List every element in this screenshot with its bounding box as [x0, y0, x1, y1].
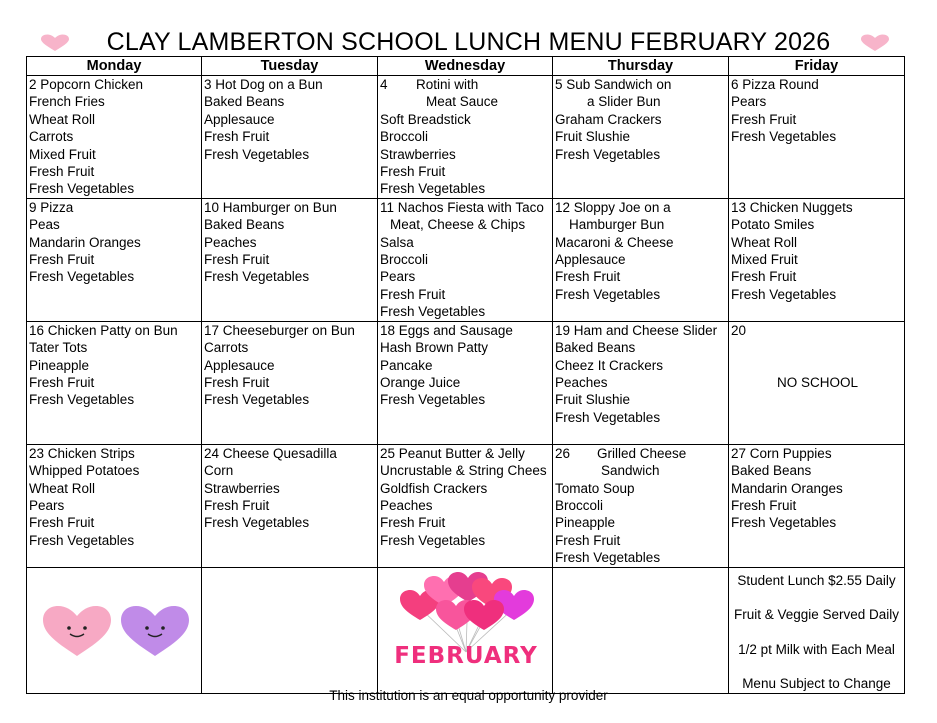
menu-item: Fresh Fruit: [204, 375, 270, 391]
day-cell: [378, 76, 553, 199]
menu-item: 12 Sloppy Joe on a: [555, 199, 671, 215]
day-number: 20: [731, 322, 747, 338]
menu-item: Pears: [29, 498, 65, 514]
menu-item: Fresh Vegetables: [204, 392, 310, 408]
menu-item: Fresh Fruit: [29, 164, 95, 180]
menu-item: Fresh Fruit: [204, 129, 270, 145]
menu-item: 23 Chicken Strips: [29, 445, 135, 461]
menu-item: 13 Chicken Nuggets: [731, 199, 853, 215]
day-header: Tuesday: [202, 57, 378, 76]
menu-item: Potato Smiles: [731, 217, 815, 233]
menu-item: Fruit Slushie: [555, 392, 631, 408]
menu-item: Fresh Vegetables: [555, 550, 661, 566]
menu-item: Wheat Roll: [29, 111, 96, 127]
menu-item: Goldfish Crackers: [380, 480, 488, 496]
menu-item: Fresh Vegetables: [731, 286, 837, 302]
day-cell: [27, 444, 202, 567]
day-header: Monday: [27, 57, 202, 76]
menu-item: Fresh Fruit: [380, 164, 446, 180]
menu-item: Fresh Fruit: [380, 515, 446, 531]
day-number: 26: [555, 445, 571, 461]
menu-item: Fresh Vegetables: [204, 269, 310, 285]
menu-item: Carrots: [204, 340, 249, 356]
day-cell: [27, 198, 202, 321]
menu-item: Peaches: [555, 375, 608, 391]
menu-item: Mixed Fruit: [29, 146, 96, 162]
menu-item: Fresh Vegetables: [29, 392, 135, 408]
menu-item: Salsa: [380, 234, 414, 250]
day-number: 4: [380, 77, 388, 92]
menu-item: French Fries: [29, 94, 105, 110]
menu-item: Applesauce: [204, 111, 275, 127]
menu-item: 3 Hot Dog on a Bun: [204, 77, 323, 92]
menu-item: Sandwich: [601, 463, 660, 479]
menu-item: Applesauce: [555, 252, 626, 268]
day-cell: [729, 444, 905, 567]
menu-item-row: [380, 76, 552, 93]
menu-item: Mixed Fruit: [731, 252, 798, 268]
menu-item: Fresh Vegetables: [555, 409, 661, 425]
menu-item: Fresh Vegetables: [29, 532, 135, 548]
menu-item: Fresh Fruit: [731, 111, 797, 127]
menu-change-note: Menu Subject to Change: [742, 676, 891, 692]
menu-item: Baked Beans: [731, 463, 812, 479]
milk-note: 1/2 pt Milk with Each Meal: [738, 641, 895, 657]
menu-item: Pears: [380, 269, 416, 285]
menu-item: Grilled Cheese: [597, 445, 687, 461]
fruit-veggie-note: Fruit & Veggie Served Daily: [733, 607, 900, 623]
menu-item: Wheat Roll: [29, 480, 96, 496]
menu-item: Graham Crackers: [555, 111, 662, 127]
menu-item: Fresh Fruit: [29, 515, 95, 531]
menu-item: Fresh Vegetables: [555, 286, 661, 302]
menu-item: 11 Nachos Fiesta with Taco: [380, 199, 544, 215]
menu-item: Orange Juice: [380, 375, 461, 391]
menu-item: Fresh Vegetables: [380, 181, 486, 197]
week-row: [27, 444, 905, 567]
menu-item: Carrots: [29, 129, 74, 145]
menu-item: Tomato Soup: [555, 480, 635, 496]
menu-item: Peas: [29, 217, 60, 233]
menu-item: Fresh Vegetables: [380, 532, 486, 548]
menu-item: Tater Tots: [29, 340, 88, 356]
day-cell: [202, 76, 378, 199]
february-banner: FEBRUARY: [394, 642, 538, 669]
day-cell: [202, 198, 378, 321]
menu-item: Cheez It Crackers: [555, 357, 664, 373]
menu-item: Corn: [204, 463, 234, 479]
menu-item: Broccoli: [380, 129, 429, 145]
menu-item: Wheat Roll: [731, 234, 798, 250]
menu-item: Broccoli: [555, 498, 604, 514]
menu-item: Fresh Fruit: [380, 286, 446, 302]
day-cell: [729, 76, 905, 199]
menu-item: Whipped Potatoes: [29, 463, 140, 479]
week-row: [27, 321, 905, 444]
menu-item: Fruit Slushie: [555, 129, 631, 145]
menu-item: Mandarin Oranges: [29, 234, 141, 250]
day-cell: [729, 321, 905, 444]
menu-item: Meat Sauce: [426, 94, 499, 110]
menu-item: Applesauce: [204, 357, 275, 373]
menu-item: Baked Beans: [555, 340, 636, 356]
menu-item: Hamburger Bun: [569, 217, 665, 233]
day-cell: [729, 198, 905, 321]
lunch-menu-table: [26, 56, 905, 694]
info-cell: [729, 567, 905, 693]
purple-heart-icon: [121, 606, 189, 656]
no-school-note: NO SCHOOL: [776, 375, 858, 391]
menu-item: Strawberries: [204, 480, 280, 496]
menu-item: Fresh Vegetables: [380, 392, 486, 408]
menu-item: 17 Cheeseburger on Bun: [204, 322, 355, 338]
day-cell: [27, 76, 202, 199]
menu-item: Broccoli: [380, 252, 429, 268]
day-cell: [202, 444, 378, 567]
menu-item: Fresh Fruit: [731, 498, 797, 514]
menu-item: Fresh Vegetables: [204, 515, 310, 531]
day-cell: [378, 444, 553, 567]
menu-item: Rotini with: [416, 77, 479, 92]
price-note: Student Lunch $2.55 Daily: [737, 572, 896, 588]
day-header-row: [27, 57, 905, 76]
menu-item: a Slider Bun: [587, 94, 661, 110]
menu-item: 10 Hamburger on Bun: [204, 199, 337, 215]
menu-item-row: [555, 445, 728, 462]
menu-item: Fresh Vegetables: [29, 181, 135, 197]
header: [0, 26, 937, 58]
menu-item: 2 Popcorn Chicken: [29, 77, 144, 92]
menu-item: Fresh Vegetables: [731, 515, 837, 531]
menu-item: Macaroni & Cheese: [555, 234, 674, 250]
smiley-hearts-illustration: [29, 568, 201, 689]
menu-item: Fresh Vegetables: [731, 129, 837, 145]
menu-item: Fresh Fruit: [29, 252, 95, 268]
balloon-illustration: [380, 568, 552, 689]
menu-item: Strawberries: [380, 146, 456, 162]
menu-item: Fresh Vegetables: [29, 269, 135, 285]
day-header: Wednesday: [378, 57, 553, 76]
menu-item: Pancake: [380, 357, 433, 373]
empty-cell: [202, 567, 378, 693]
menu-item: Fresh Vegetables: [380, 304, 486, 320]
menu-item: 18 Eggs and Sausage: [380, 322, 513, 338]
menu-item: Soft Breadstick: [380, 111, 471, 127]
smiley-hearts-cell: [27, 567, 202, 693]
day-cell: [202, 321, 378, 444]
day-header: Thursday: [553, 57, 729, 76]
menu-item: Fresh Fruit: [204, 498, 270, 514]
menu-item: Fresh Fruit: [555, 532, 621, 548]
menu-item: Pineapple: [29, 357, 90, 373]
day-cell: [27, 321, 202, 444]
menu-item: Uncrustable & String Chees: [380, 463, 547, 479]
menu-item: Fresh Fruit: [29, 375, 95, 391]
balloon-cell: [378, 567, 553, 693]
menu-item: Mandarin Oranges: [731, 480, 843, 496]
week-row: [27, 76, 905, 199]
menu-item: Fresh Vegetables: [555, 146, 661, 162]
day-cell: [378, 321, 553, 444]
pink-heart-icon: [43, 606, 111, 656]
menu-item: 25 Peanut Butter & Jelly: [380, 445, 525, 461]
menu-item: Fresh Fruit: [204, 252, 270, 268]
menu-item: 6 Pizza Round: [731, 77, 819, 92]
menu-item: Baked Beans: [204, 217, 285, 233]
day-header: Friday: [729, 57, 905, 76]
menu-item: Fresh Vegetables: [204, 146, 310, 162]
day-cell: [378, 198, 553, 321]
footer-text: This institution is an equal opportunity provider: [329, 688, 608, 703]
menu-item: 27 Corn Puppies: [731, 445, 832, 461]
day-cell: [553, 76, 729, 199]
menu-item: Hash Brown Patty: [380, 340, 489, 356]
menu-item: Peaches: [204, 234, 257, 250]
menu-item: Fresh Fruit: [555, 269, 621, 285]
page-title: CLAY LAMBERTON SCHOOL LUNCH MENU FEBRUARY 2026: [106, 28, 831, 56]
day-cell: [553, 444, 729, 567]
menu-item: Meat, Cheese & Chips: [390, 217, 526, 233]
heart-icon: [860, 34, 890, 52]
menu-item: Pineapple: [555, 515, 616, 531]
menu-item: 19 Ham and Cheese Slider: [555, 322, 718, 338]
menu-item: 16 Chicken Patty on Bun: [29, 322, 178, 338]
menu-item: 24 Cheese Quesadilla: [204, 445, 337, 461]
footer-row: [27, 567, 905, 693]
menu-item: Peaches: [380, 498, 433, 514]
day-cell: [553, 198, 729, 321]
empty-cell: [553, 567, 729, 693]
week-row: [27, 198, 905, 321]
menu-item: 5 Sub Sandwich on: [555, 77, 672, 92]
menu-item: 9 Pizza: [29, 199, 74, 215]
menu-item: Fresh Fruit: [731, 269, 797, 285]
day-cell: [553, 321, 729, 444]
menu-item: Baked Beans: [204, 94, 285, 110]
menu-item: Pears: [731, 94, 767, 110]
